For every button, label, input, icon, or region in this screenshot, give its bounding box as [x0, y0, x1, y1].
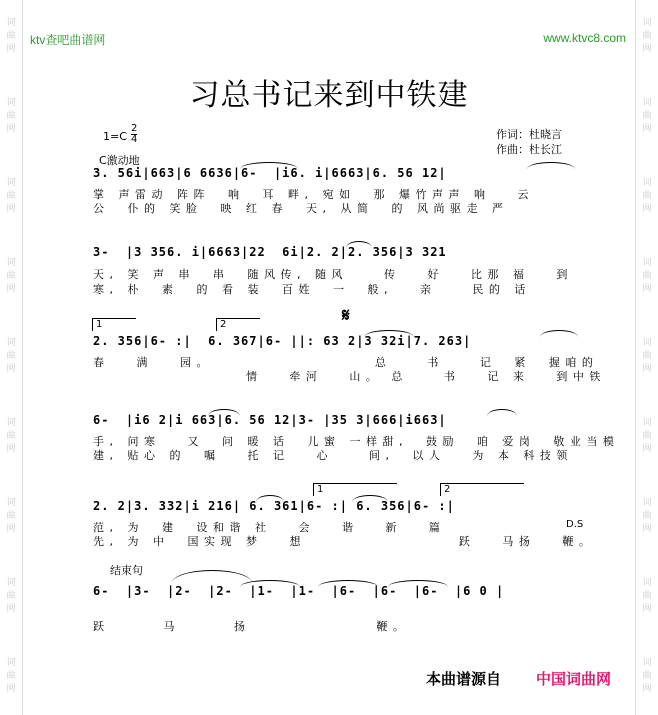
watermark-glyph: 网 — [6, 284, 16, 294]
watermark-glyph: 网 — [642, 684, 652, 694]
notation-line-1: 3. 56i|663|6 6636|6- |i6. i|6663|6. 56 12| — [93, 166, 447, 180]
watermark-glyph: 网 — [6, 444, 16, 454]
watermark-glyph: 网 — [642, 524, 652, 534]
watermark-glyph: 词 — [642, 578, 652, 588]
lyricist-credit: 作词：杜晓言 — [496, 128, 562, 141]
lyrics-line-5a: 范, 为 建 设和谐 社 会 谐 新 篇 — [93, 521, 446, 534]
volta-first: 1 — [92, 318, 136, 331]
time-signature: $\frac{2}{4}$ — [131, 123, 138, 145]
da-segno-marking: D.S — [566, 519, 584, 530]
watermark-glyph: 网 — [6, 364, 16, 374]
tie — [527, 162, 575, 169]
watermark-glyph: 曲 — [642, 31, 652, 41]
lyrics-line-4b: 建, 贴心 的 嘱 托 记 心 间, 以人 为 本 科技领 — [93, 449, 573, 462]
lyrics-line-1b: 公 仆的 笑脸 映 红 春 天, 从简 的 风尚驱走 严 — [93, 202, 509, 215]
tie — [240, 162, 298, 169]
watermark-glyph: 词 — [642, 178, 652, 188]
watermark-glyph: 词 — [6, 658, 16, 668]
tie — [540, 330, 578, 337]
watermark-glyph: 曲 — [642, 511, 652, 521]
watermark-glyph: 网 — [642, 124, 652, 134]
watermark-glyph: 曲 — [6, 271, 16, 281]
notation-line-3: 2. 356|6- :| 6. 367|6- ||: 63 2|3 32i|7. 263| — [93, 334, 472, 348]
watermark-glyph: 网 — [642, 364, 652, 374]
watermark-glyph: 词 — [642, 258, 652, 268]
watermark-glyph: 词 — [642, 98, 652, 108]
volta-second: 2 — [440, 483, 524, 496]
watermark-glyph: 词 — [642, 658, 652, 668]
watermark-glyph: 词 — [6, 498, 16, 508]
watermark-glyph: 曲 — [6, 191, 16, 201]
watermark-glyph: 网 — [6, 44, 16, 54]
watermark-glyph: 词 — [642, 418, 652, 428]
lyrics-line-3b: 情 牵河 山。 总 书 记 来 到中铁 — [93, 370, 606, 383]
header-right-site: www.ktvc8.com — [543, 31, 626, 45]
watermark-glyph: 曲 — [642, 191, 652, 201]
notation-line-6: 6- |3- |2- |2- |1- |1- |6- |6- |6- |6 0 | — [93, 584, 505, 598]
lyrics-line-4a: 手, 问寒 又 问 暖 话 儿蜜 一样甜, 鼓励 咱 爱岗 敬业当模 — [93, 435, 620, 448]
watermark-glyph: 网 — [6, 524, 16, 534]
watermark-glyph: 曲 — [642, 671, 652, 681]
lyrics-line-5b: 先, 为 中 国实现 梦 想 跃 马扬 鞭。 — [93, 535, 596, 548]
watermark-glyph: 词 — [6, 98, 16, 108]
lyrics-line-6a: 跃 马 扬 鞭。 — [93, 620, 410, 633]
watermark-glyph: 网 — [642, 444, 652, 454]
lyrics-line-2a: 天, 笑 声 串 串 随风传, 随风 传 好 比那 福 到 — [93, 268, 573, 281]
header-left-site: ktv查吧曲谱网 — [30, 33, 106, 47]
tie — [364, 330, 414, 337]
watermark-glyph: 曲 — [6, 591, 16, 601]
tie — [352, 495, 388, 502]
composer-credit: 作曲：杜长江 — [496, 143, 562, 156]
watermark-glyph: 网 — [642, 44, 652, 54]
watermark-glyph: 曲 — [642, 351, 652, 361]
watermark-glyph: 词 — [642, 18, 652, 28]
watermark-glyph: 曲 — [6, 31, 16, 41]
watermark-glyph: 词 — [642, 498, 652, 508]
lyrics-line-2b: 寒, 朴 素 的 看 装 百姓 一 般, 亲 民的 话 — [93, 283, 531, 296]
coda-label: 结束句 — [110, 564, 143, 577]
tie — [172, 570, 252, 583]
lyrics-line-3a: 春 满 园。 总 书 记 紧 握咱的 — [93, 356, 599, 369]
notation-line-5: 2. 2|3. 332|i 216| 6. 361|6- :| 6. 356|6- :| — [93, 499, 455, 513]
watermark-glyph: 曲 — [6, 111, 16, 121]
notation-line-2: 3- |3 356. i|6663|22 6i|2. 2|2. 356|3 321 — [93, 245, 447, 259]
song-title: 习总书记来到中铁建 — [189, 78, 469, 113]
watermark-glyph: 曲 — [642, 111, 652, 121]
watermark-glyph: 曲 — [642, 591, 652, 601]
tie — [208, 409, 240, 416]
watermark-glyph: 词 — [6, 258, 16, 268]
watermark-glyph: 网 — [6, 124, 16, 134]
watermark-glyph: 网 — [642, 284, 652, 294]
watermark-glyph: 词 — [6, 418, 16, 428]
credits — [496, 127, 562, 157]
watermark-glyph: 网 — [6, 684, 16, 694]
footer-source-site[interactable]: 中国词曲网 — [536, 670, 612, 688]
watermark-glyph: 曲 — [6, 511, 16, 521]
watermark-glyph: 曲 — [642, 431, 652, 441]
watermark-glyph: 词 — [6, 178, 16, 188]
tie — [256, 495, 284, 502]
watermark-glyph: 曲 — [642, 271, 652, 281]
volta-second: 2 — [216, 318, 260, 331]
segno-sign: 𝄋 — [342, 305, 350, 326]
watermark-glyph: 网 — [642, 204, 652, 214]
watermark-glyph: 词 — [6, 18, 16, 28]
watermark-glyph: 词 — [6, 338, 16, 348]
notation-line-4: 6- |i6 2|i 663|6. 56 12|3- |35 3|666|i663| — [93, 413, 447, 427]
lyrics-line-1a: 掌 声雷动 阵阵 响 耳 畔, 宛如 那 爆竹声声 响 云 — [93, 188, 534, 201]
watermark-glyph: 网 — [642, 604, 652, 614]
tie — [487, 409, 517, 416]
tempo-marking: C激动地 — [99, 154, 140, 167]
watermark-glyph: 曲 — [6, 671, 16, 681]
watermark-glyph: 网 — [6, 204, 16, 214]
footer-source-label: 本曲谱源自 — [426, 670, 502, 688]
tie — [346, 241, 372, 248]
watermark-glyph: 词 — [642, 338, 652, 348]
watermark-glyph: 曲 — [6, 431, 16, 441]
volta-first: 1 — [313, 483, 397, 496]
key-signature: 1=C — [103, 130, 127, 143]
watermark-glyph: 网 — [6, 604, 16, 614]
watermark-glyph: 词 — [6, 578, 16, 588]
watermark-glyph: 曲 — [6, 351, 16, 361]
